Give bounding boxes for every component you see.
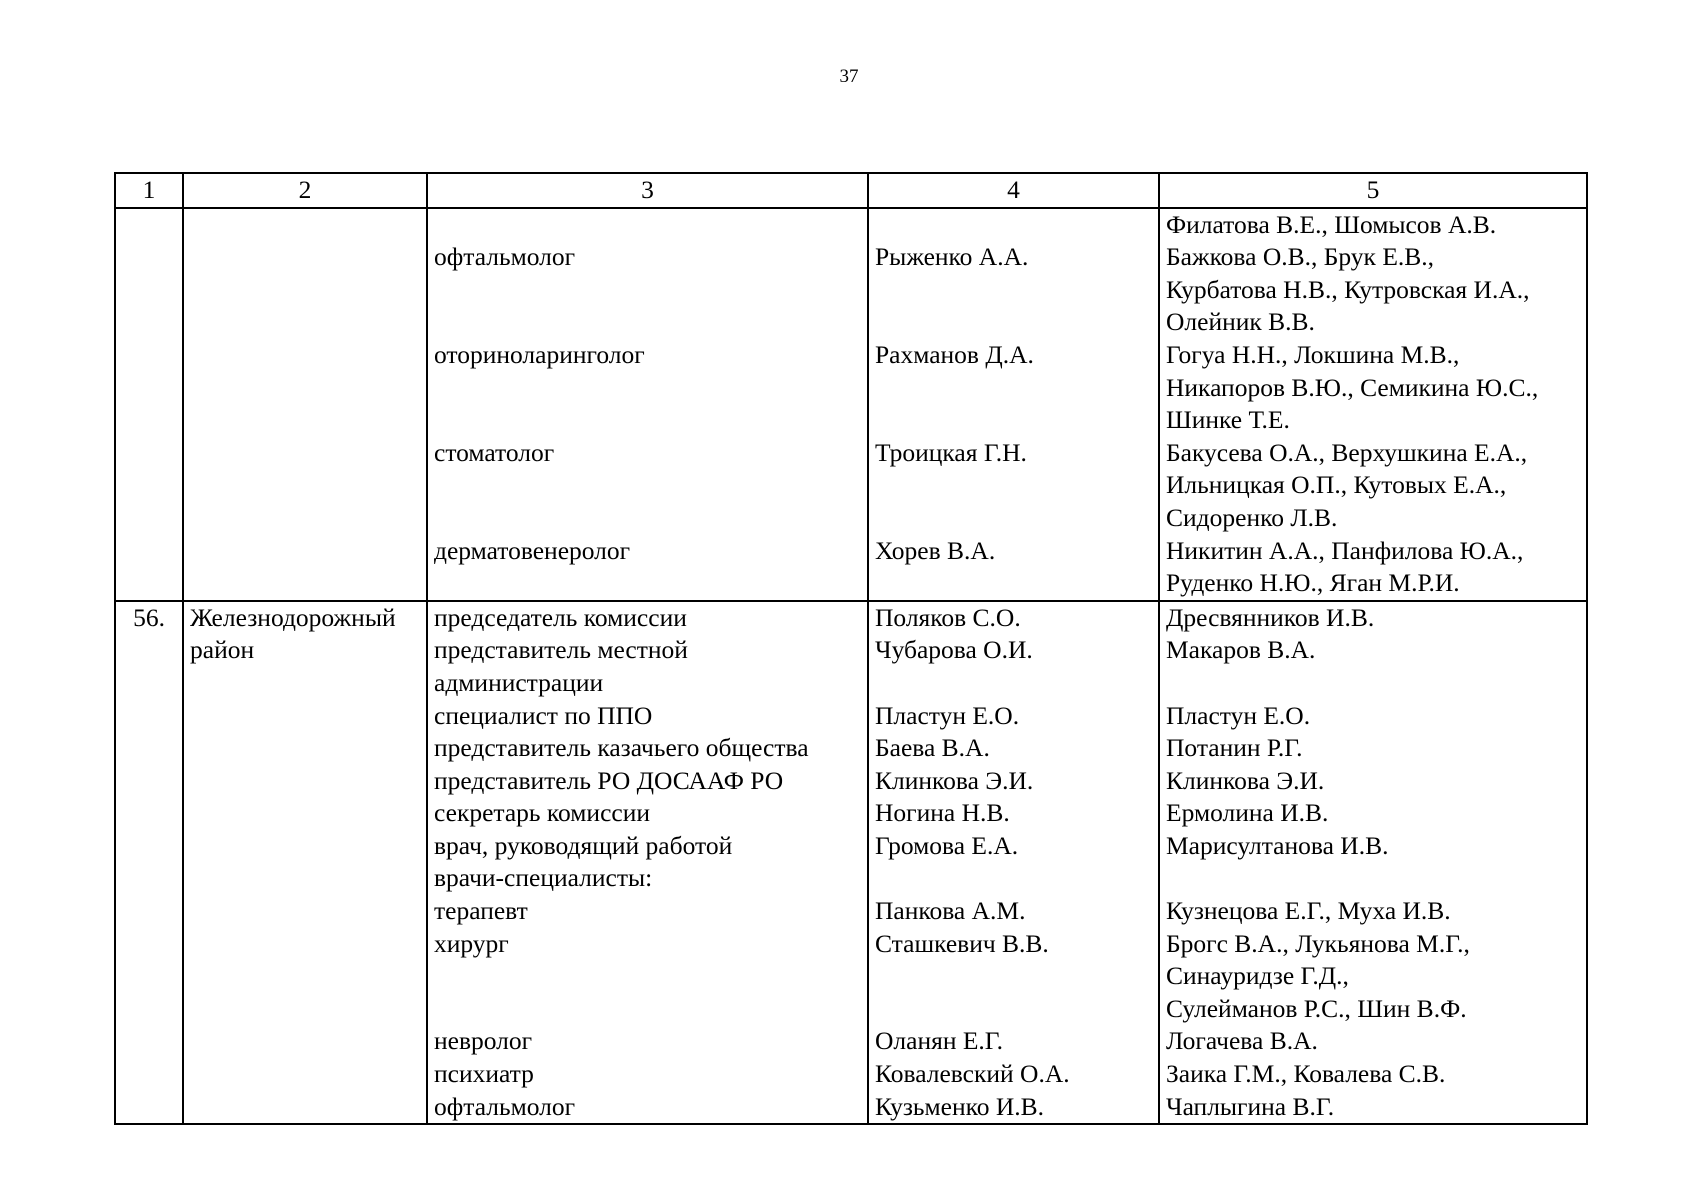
role-line [434, 372, 861, 405]
chair-name-line [875, 567, 1152, 600]
chair-cell [868, 601, 1159, 1125]
role-line [434, 567, 861, 600]
chair-name-line: Рыженко А.А. [875, 242, 1029, 272]
header-col-5: 5 [1159, 173, 1587, 208]
chair-name-line [875, 960, 1152, 993]
role-line: офтальмолог [434, 242, 576, 272]
header-col-3: 3 [427, 173, 868, 208]
members-line: Марисултанова И.В. [1166, 830, 1389, 860]
header-col-2: 2 [183, 173, 427, 208]
chair-name-line: Кузьменко И.В. [875, 1091, 1045, 1121]
role-line: представитель РО ДОСААФ РО [434, 765, 784, 795]
chair-name-line: Громова Е.А. [875, 830, 1019, 860]
role-line [434, 993, 861, 1026]
members-line: Логачева В.А. [1166, 1026, 1318, 1056]
role-line: хирург [434, 928, 509, 958]
role-line: председатель комиссии [434, 602, 687, 632]
chair-name-line [875, 993, 1152, 1026]
role-line [434, 469, 861, 502]
role-line [434, 502, 861, 535]
role-line: администрации [434, 667, 604, 697]
members-line: Чаплыгина В.Г. [1166, 1091, 1335, 1121]
members-line: Шинке Т.Е. [1166, 405, 1290, 435]
members-line: Руденко Н.Ю., Яган М.Р.И. [1166, 568, 1460, 598]
members-line: Макаров В.А. [1166, 635, 1316, 665]
role-line: стоматолог [434, 437, 555, 467]
chair-name-line: Чубарова О.И. [875, 635, 1033, 665]
members-line: Никапоров В.Ю., Семикина Ю.С., [1166, 372, 1539, 402]
members-line: Бакусева О.А., Верхушкина Е.А., [1166, 437, 1528, 467]
district-name-line: Железнодорожный [190, 602, 396, 632]
chair-name-line: Панкова А.М. [875, 896, 1026, 926]
role-cell [427, 208, 868, 601]
members-line: Заика Г.М., Ковалева С.В. [1166, 1059, 1446, 1089]
commission-table [114, 172, 1588, 1125]
row-number-cell [115, 208, 183, 601]
members-line: Брогс В.А., Лукьянова М.Г., [1166, 928, 1470, 958]
role-line: терапевт [434, 896, 528, 926]
role-line: офтальмолог [434, 1091, 576, 1121]
chair-name-line [875, 306, 1152, 339]
members-line: Клинкова Э.И. [1166, 765, 1325, 795]
chair-name-line: Рахманов Д.А. [875, 339, 1034, 369]
role-line: секретарь комиссии [434, 798, 651, 828]
members-line [1166, 862, 1580, 895]
chair-cell [868, 208, 1159, 601]
row-number: 56. [133, 602, 165, 632]
members-line: Сулейманов Р.С., Шин В.Ф. [1166, 993, 1467, 1023]
chair-name-line: Оланян Е.Г. [875, 1026, 1004, 1056]
role-line [434, 274, 861, 307]
members-line: Потанин Р.Г. [1166, 733, 1303, 763]
role-line: представитель местной [434, 635, 688, 665]
members-line: Дресвянников И.В. [1166, 602, 1375, 632]
chair-name-line [875, 209, 1152, 242]
members-line: Пластун Е.О. [1166, 700, 1311, 730]
role-line: оториноларинголог [434, 339, 645, 369]
chair-name-line: Хорев В.А. [875, 535, 996, 565]
header-col-4: 4 [868, 173, 1159, 208]
role-line: невролог [434, 1026, 533, 1056]
table-row [115, 601, 1587, 1125]
role-line: специалист по ППО [434, 700, 653, 730]
members-line: Гогуа Н.Н., Локшина М.В., [1166, 339, 1460, 369]
district-name-line: район [190, 635, 255, 665]
role-cell [427, 601, 868, 1125]
chair-name-line: Клинкова Э.И. [875, 765, 1034, 795]
chair-name-line [875, 372, 1152, 405]
role-line: представитель казачьего общества [434, 733, 809, 763]
chair-name-line [875, 667, 1152, 700]
members-line: Олейник В.В. [1166, 307, 1315, 337]
members-line: Никитин А.А., Панфилова Ю.А., [1166, 535, 1524, 565]
role-line: врачи-специалисты: [434, 863, 653, 893]
members-line: Ильницкая О.П., Кутовых Е.А., [1166, 470, 1507, 500]
header-row [115, 173, 1587, 208]
role-line [434, 404, 861, 437]
members-line: Филатова В.Е., Шомысов А.В. [1166, 209, 1497, 239]
chair-name-line [875, 862, 1152, 895]
chair-name-line [875, 274, 1152, 307]
chair-name-line: Троицкая Г.Н. [875, 437, 1027, 467]
district-cell [183, 208, 427, 601]
page-number: 37 [839, 66, 859, 87]
chair-name-line: Пластун Е.О. [875, 700, 1020, 730]
role-line [434, 306, 861, 339]
table-row [115, 208, 1587, 601]
members-cell [1159, 208, 1587, 601]
chair-name-line [875, 502, 1152, 535]
role-line [434, 209, 861, 242]
chair-name-line: Сташкевич В.В. [875, 928, 1049, 958]
members-line: Бажкова О.В., Брук Е.В., [1166, 242, 1435, 272]
chair-name-line: Ковалевский О.А. [875, 1059, 1070, 1089]
members-line: Курбатова Н.В., Кутровская И.А., [1166, 274, 1530, 304]
members-line [1166, 667, 1580, 700]
chair-name-line: Поляков С.О. [875, 602, 1021, 632]
role-line [434, 960, 861, 993]
chair-name-line: Баева В.А. [875, 733, 990, 763]
chair-name-line [875, 469, 1152, 502]
role-line: дерматовенеролог [434, 535, 631, 565]
members-line: Кузнецова Е.Г., Муха И.В. [1166, 896, 1451, 926]
role-line: психиатр [434, 1059, 534, 1089]
row-number-cell [115, 601, 183, 1125]
members-line: Сидоренко Л.В. [1166, 502, 1338, 532]
chair-name-line [875, 404, 1152, 437]
role-line: врач, руководящий работой [434, 830, 733, 860]
members-line: Ермолина И.В. [1166, 798, 1329, 828]
row-number [122, 209, 176, 242]
district-cell [183, 601, 427, 1125]
members-line: Синауридзе Г.Д., [1166, 961, 1349, 991]
header-col-1: 1 [115, 173, 183, 208]
members-cell [1159, 601, 1587, 1125]
chair-name-line: Ногина Н.В. [875, 798, 1010, 828]
